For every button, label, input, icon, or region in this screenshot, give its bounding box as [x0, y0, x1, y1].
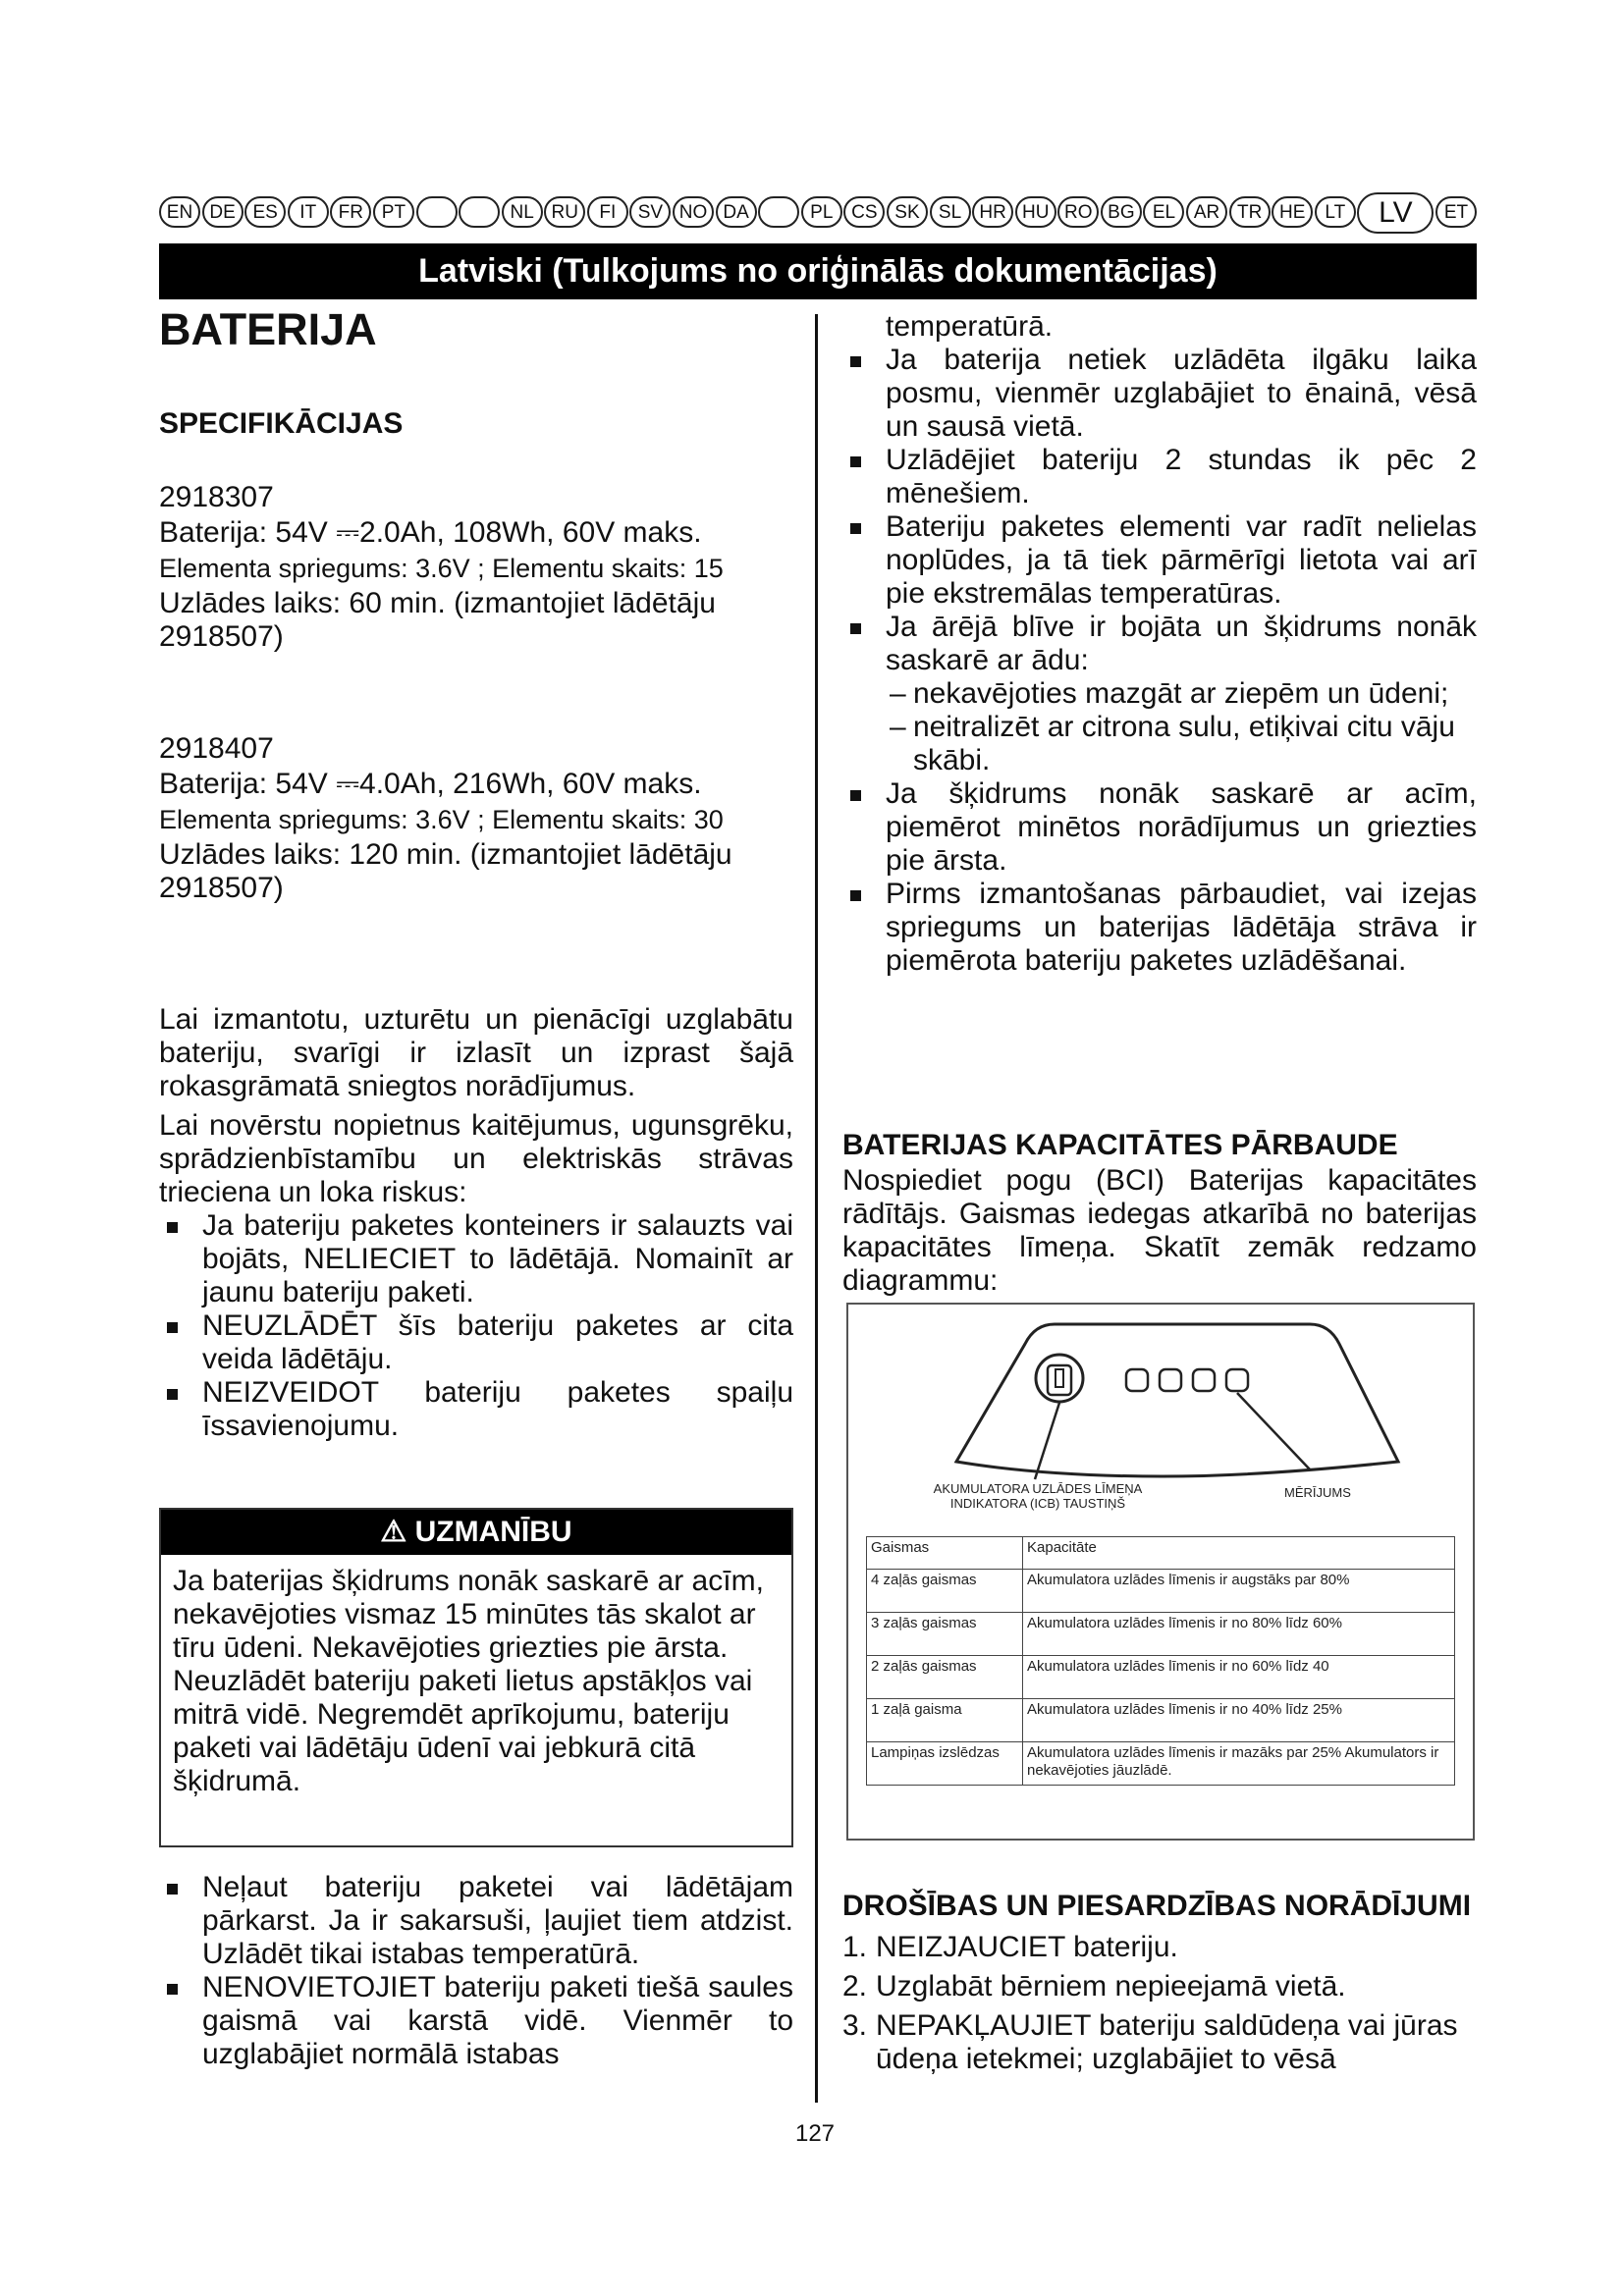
battery-spec-1	[159, 481, 797, 654]
language-tab-da[interactable]: DA	[716, 196, 757, 228]
table-row	[867, 1656, 1455, 1699]
icb-label: AKUMULATORA UZLĀDES LĪMEŅA INDIKATORA (ICB) TAUSTIŅŠ	[933, 1481, 1143, 1511]
table-cell: Akumulatora uzlādes līmenis ir augstāks par 80%	[1023, 1570, 1455, 1613]
language-tab-el[interactable]: EL	[1143, 196, 1184, 228]
language-tab-blank[interactable]	[459, 196, 500, 228]
list-item	[842, 2009, 1477, 2076]
warning-heading: ⚠ UZMANĪBU	[161, 1510, 791, 1555]
language-tab-lt[interactable]: LT	[1315, 196, 1356, 228]
language-tab-hr[interactable]: HR	[972, 196, 1013, 228]
battery-rating: Baterija: 54V ⎓4.0Ah, 216Wh, 60V maks.	[159, 768, 702, 800]
capacity-diagram	[846, 1303, 1475, 1841]
list-item: NENOVIETOJIET bateriju paketi tiešā saules gaismā vai karstā vidē. Vienmēr to uzglabājiet normālā istabas	[159, 1971, 793, 2071]
language-tab-bg[interactable]: BG	[1101, 196, 1142, 228]
table-row	[867, 1570, 1455, 1613]
list-item: Uzlādējiet bateriju 2 stundas ik pēc 2 mēnešiem.	[842, 444, 1477, 510]
language-tab-sk[interactable]: SK	[887, 196, 928, 228]
language-tab-tr[interactable]: TR	[1229, 196, 1271, 228]
language-tab-sl[interactable]: SL	[930, 196, 971, 228]
capacity-text: Nospiediet pogu (BCI) Baterijas kapacitātes rādītājs. Gaismas iedegas atkarībā no baterijas kapacitātes līmeņa. Skatīt zemāk redzamo diagrammu:	[842, 1164, 1477, 1297]
language-tab-cs[interactable]: CS	[843, 196, 885, 228]
language-tab-et[interactable]: ET	[1435, 196, 1477, 228]
right-column-notes	[842, 310, 1477, 978]
table-cell: 1 zaļā gaisma	[867, 1699, 1023, 1742]
charge-time: Uzlādes laiks: 120 min. (izmantojiet lādētāju 2918507)	[159, 838, 732, 904]
continued-text: temperatūrā.	[886, 310, 1054, 343]
language-tab-hu[interactable]: HU	[1015, 196, 1056, 228]
list-item: Ja šķidrums nonāk saskarē ar acīm, piemērot minētos norādījumus un griezties pie ārsta.	[842, 777, 1477, 878]
language-tab-es[interactable]: ES	[244, 196, 286, 228]
language-tab-no[interactable]: NO	[673, 196, 714, 228]
item-text: Uzglabāt bērniem nepieejamā vietā.	[876, 1970, 1346, 2002]
table-cell: Akumulatora uzlādes līmenis ir mazāks par 25% Akumulators ir nekavējoties jāuzlādē.	[1023, 1742, 1455, 1786]
language-tab-pl[interactable]: PL	[801, 196, 842, 228]
list-item: NEUZLĀDĒT šīs bateriju paketes ar cita veida lādētāju.	[159, 1309, 793, 1376]
language-tab-it[interactable]: IT	[288, 196, 329, 228]
page-number: 127	[794, 2120, 836, 2147]
measurement-label: MĒRĪJUMS	[1284, 1485, 1351, 1500]
language-tab-nl[interactable]: NL	[502, 196, 543, 228]
language-tab-ro[interactable]: RO	[1057, 196, 1099, 228]
charge-time: Uzlādes laiks: 60 min. (izmantojiet lādētāju 2918507)	[159, 587, 716, 653]
safety-bullets	[159, 1209, 793, 1443]
column-divider	[815, 314, 818, 2103]
list-item: Ja ārējā blīve ir bojāta un šķidrums nonāk saskarē ar ādu:	[842, 611, 1477, 677]
language-tab-pt[interactable]: PT	[373, 196, 414, 228]
led-indicators	[1126, 1369, 1248, 1391]
language-tab-en[interactable]: EN	[159, 196, 200, 228]
page-title: BATERIJA	[159, 304, 377, 354]
intro-paragraph: Lai novērstu nopietnus kaitējumus, ugunsgrēku, sprādzienbīstamību un elektriskās strāvas trieciena un loka riskus:	[159, 1109, 793, 1208]
intro-paragraph: Lai izmantotu, uzturētu un pienācīgi uzglabātu bateriju, svarīgi ir izlasīt un izprast šajā rokasgrāmatā sniegtos norādījumus.	[159, 1003, 793, 1102]
language-tab-de[interactable]: DE	[202, 196, 244, 228]
table-cell: Akumulatora uzlādes līmenis ir no 80% līdz 60%	[1023, 1613, 1455, 1656]
item-number: 3.	[842, 2009, 868, 2042]
item-number: 2.	[842, 1970, 868, 2002]
table-cell: Lampiņas izslēdzas	[867, 1742, 1023, 1786]
battery-rating: Baterija: 54V ⎓2.0Ah, 108Wh, 60V maks.	[159, 516, 702, 549]
language-tab-bar	[159, 192, 1477, 234]
language-tab-blank[interactable]	[416, 196, 458, 228]
language-tab-lv[interactable]: LV	[1357, 192, 1434, 234]
dash-item: – nekavējoties mazgāt ar ziepēm un ūdeni;	[890, 677, 1477, 711]
table-cell: 2 zaļās gaismas	[867, 1656, 1023, 1699]
item-text: NEPAKĻAUJIET bateriju saldūdeņa vai jūras ūdeņa ietekmei; uzglabājiet to vēsā	[876, 2009, 1458, 2075]
list-item: Bateriju paketes elementi var radīt nelielas noplūdes, ja tā tiek pārmērīgi lietota vai arī pie ekstremālas temperatūras.	[842, 510, 1477, 611]
safety-section	[842, 1890, 1477, 2076]
warning-box	[159, 1508, 793, 1847]
safety-heading: DROŠĪBAS UN PIESARDZĪBAS NORĀDĪJUMI	[842, 1890, 1472, 1922]
language-tab-sv[interactable]: SV	[629, 196, 671, 228]
language-tab-he[interactable]: HE	[1272, 196, 1313, 228]
list-item: NEIZVEIDOT bateriju paketes spaiļu īssavienojumu.	[159, 1376, 793, 1443]
language-tab-blank[interactable]	[758, 196, 799, 228]
table-row	[867, 1613, 1455, 1656]
dash-item: – neitralizēt ar citrona sulu, etiķivai citu vāju skābi.	[890, 711, 1477, 777]
table-row	[867, 1699, 1455, 1742]
table-row	[867, 1742, 1455, 1786]
list-item	[842, 1970, 1477, 2003]
item-number: 1.	[842, 1931, 868, 1963]
intro-text	[159, 1003, 793, 1443]
table-header: Gaismas	[867, 1537, 1023, 1570]
battery-spec-2	[159, 732, 797, 905]
cell-voltage: Elementa spriegums: 3.6V ; Elementu skaits: 15	[159, 554, 724, 583]
table-cell: Akumulatora uzlādes līmenis ir no 40% līdz 25%	[1023, 1699, 1455, 1742]
list-item: Pirms izmantošanas pārbaudiet, vai izejas spriegums un baterijas lādētāja strāva ir piemērota bateriju paketes uzlādēšanai.	[842, 878, 1477, 978]
cell-voltage: Elementa spriegums: 3.6V ; Elementu skaits: 30	[159, 805, 724, 834]
list-item: Ja baterija netiek uzlādēta ilgāku laika posmu, vienmēr uzglabājiet to ēnainā, vēsā un sausā vietā.	[842, 344, 1477, 444]
language-tab-fr[interactable]: FR	[330, 196, 371, 228]
battery-model: 2918307	[159, 481, 274, 513]
capacity-section	[842, 1129, 1477, 1298]
section-banner: Latviski (Tulkojums no oriģinālās dokumentācijas)	[159, 243, 1477, 299]
language-tab-fi[interactable]: FI	[587, 196, 628, 228]
capacity-heading: BATERIJAS KAPACITĀTES PĀRBAUDE	[842, 1129, 1398, 1161]
spec-heading: SPECIFIKĀCIJAS	[159, 407, 404, 440]
list-item: Neļaut bateriju paketei vai lādētājam pārkarst. Ja ir sakarsuši, ļaujiet tiem atdzist. Uzlādēt tikai istabas temperatūrā.	[159, 1871, 793, 1971]
table-cell: Akumulatora uzlādes līmenis ir no 60% līdz 40	[1023, 1656, 1455, 1699]
language-tab-ar[interactable]: AR	[1186, 196, 1227, 228]
table-cell: 3 zaļās gaismas	[867, 1613, 1023, 1656]
list-item: Ja bateriju paketes konteiners ir salauzts vai bojāts, NELIECIET to lādētājā. Nomainīt ar jaunu bateriju paketi.	[159, 1209, 793, 1309]
battery-model: 2918407	[159, 732, 274, 765]
storage-notes	[159, 1871, 793, 2071]
capacity-table	[866, 1536, 1455, 1786]
table-cell: 4 zaļās gaismas	[867, 1570, 1023, 1613]
item-text: NEIZJAUCIET bateriju.	[876, 1931, 1178, 1963]
list-item	[842, 1931, 1477, 1964]
language-tab-ru[interactable]: RU	[544, 196, 585, 228]
table-header: Kapacitāte	[1023, 1537, 1455, 1570]
warning-text: Ja baterijas šķidrums nonāk saskarē ar acīm, nekavējoties vismaz 15 minūtes tās skalot ar tīru ūdeni. Nekavējoties griezties pie ārsta. Neuzlādēt bateriju paketi lietus apstākļos vai mitrā vidē. Negremdēt aprīkojumu, bateriju paketi vai lādētāju ūdenī vai jebkurā citā šķidrumā.	[173, 1565, 764, 1797]
